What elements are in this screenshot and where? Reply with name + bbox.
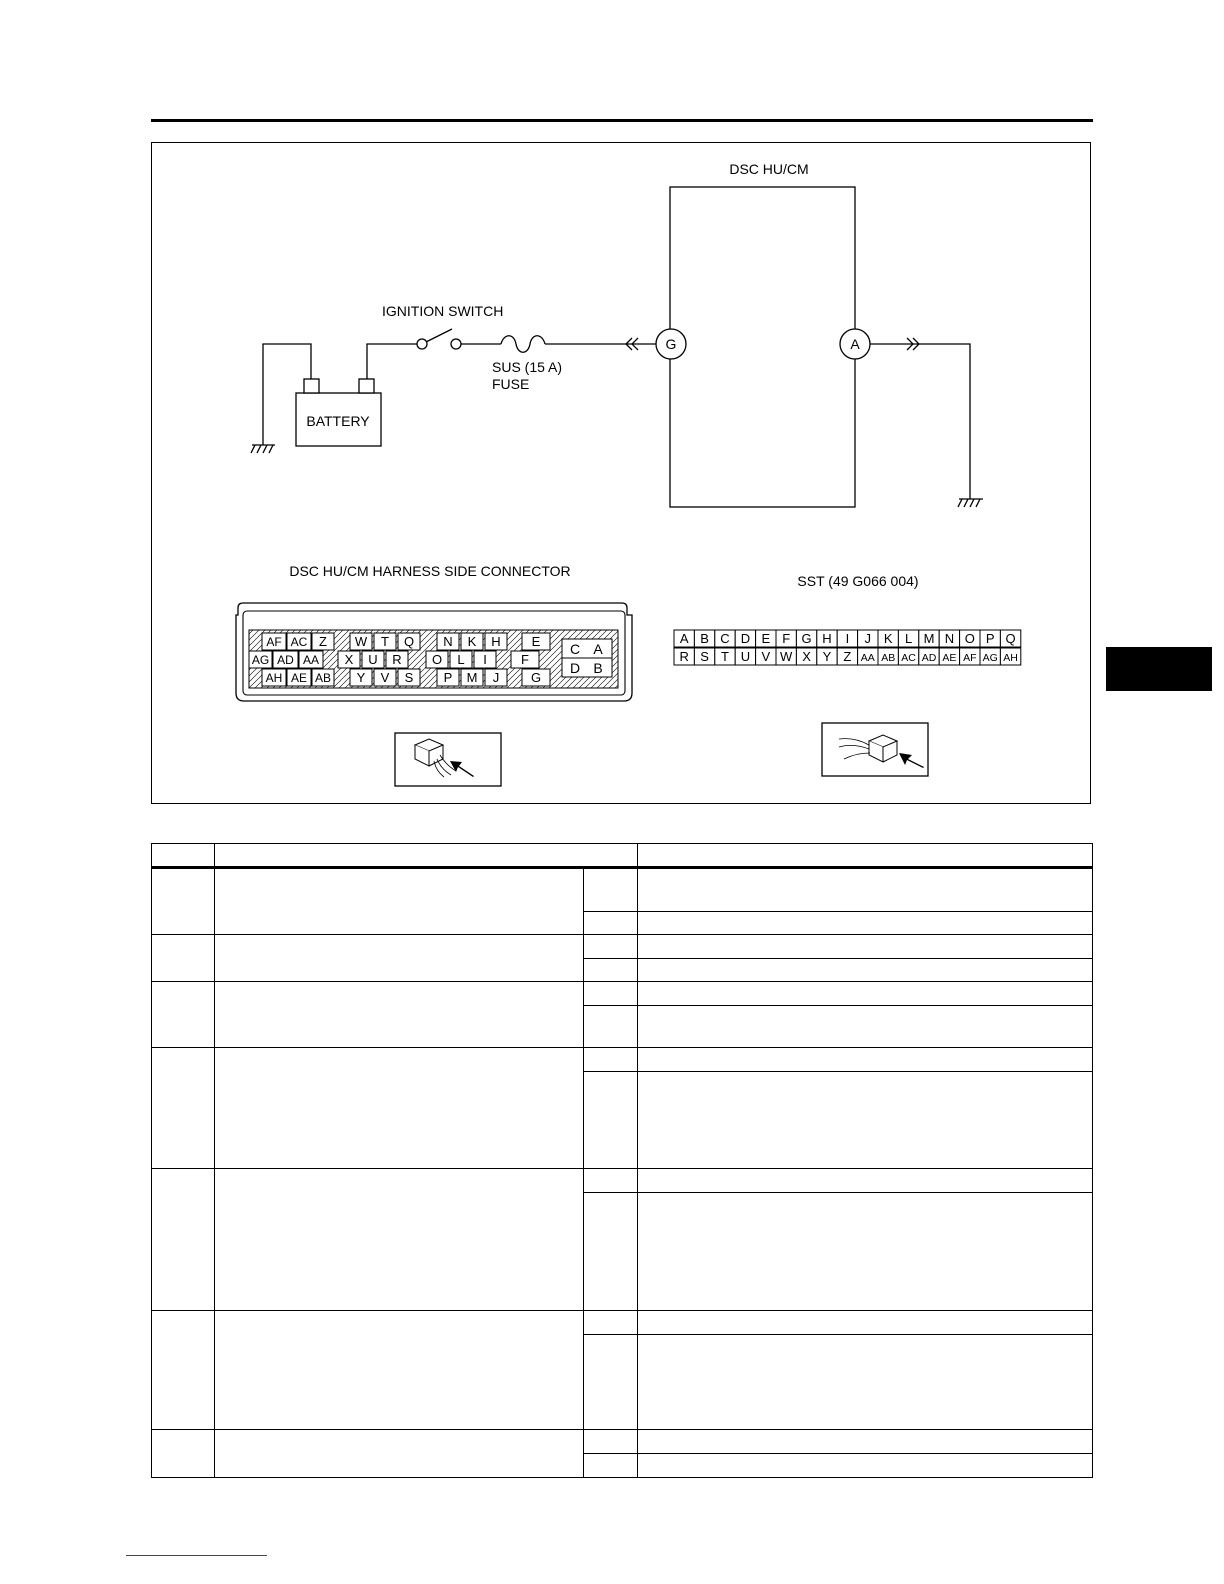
sst-pin-g	[796, 630, 816, 647]
action-cell	[638, 1335, 1093, 1430]
svg-text:Q: Q	[1005, 631, 1016, 646]
svg-text:AH: AH	[265, 671, 283, 685]
sst-pin-w	[776, 648, 796, 665]
svg-text:E: E	[761, 631, 771, 646]
action-cell	[638, 1072, 1093, 1169]
result-cell	[584, 1072, 638, 1169]
connector-pin-w	[350, 633, 372, 650]
result-cell	[584, 1193, 638, 1311]
svg-text:Q: Q	[403, 634, 415, 649]
wire-battery-to-switch	[367, 344, 417, 379]
connector-pin-y	[350, 669, 372, 686]
step-cell	[152, 1169, 215, 1311]
sst-pin-u	[735, 648, 755, 665]
svg-text:I: I	[845, 631, 850, 646]
svg-text:N: N	[944, 631, 955, 646]
svg-text:X: X	[344, 652, 354, 667]
module-title: DSC HU/CM	[729, 161, 809, 177]
connector-pin-m	[461, 669, 483, 686]
step-cell	[152, 982, 215, 1048]
battery-terminal-negative	[304, 379, 319, 393]
action-cell	[638, 912, 1093, 935]
svg-text:O: O	[431, 652, 443, 667]
svg-text:J: J	[864, 631, 872, 646]
connector-pin-af	[262, 633, 286, 650]
svg-text:D: D	[740, 631, 751, 646]
svg-text:S: S	[404, 670, 414, 685]
svg-text:P: P	[443, 670, 453, 685]
module-box	[670, 187, 855, 507]
sst-pin-z	[837, 648, 857, 665]
sst-pin-t	[715, 648, 735, 665]
sst-pin-l	[898, 630, 918, 647]
connector-pin-x	[338, 651, 360, 668]
connector-pin-aa	[299, 651, 323, 668]
sst-pin-s	[694, 648, 714, 665]
svg-text:V: V	[761, 649, 771, 664]
sst-pin-j	[858, 630, 878, 647]
battery-label: BATTERY	[306, 413, 370, 429]
connector-pin-g	[522, 669, 550, 686]
svg-text:AB: AB	[314, 671, 332, 685]
ignition-switch-blade	[426, 329, 452, 342]
connector-pin-ah	[262, 669, 286, 686]
svg-text:X: X	[802, 649, 811, 664]
sst-pin-f	[776, 630, 796, 647]
sst-pin-d	[735, 630, 755, 647]
result-cell	[584, 1006, 638, 1048]
svg-text:F: F	[782, 631, 791, 646]
svg-text:E: E	[531, 634, 541, 649]
result-cell	[584, 982, 638, 1006]
step-cell	[152, 1430, 215, 1478]
inspection-cell	[215, 982, 584, 1048]
sst-pin-ac	[898, 648, 918, 665]
step-cell	[152, 1048, 215, 1169]
result-cell	[584, 1454, 638, 1478]
svg-text:AD: AD	[921, 652, 937, 664]
action-cell	[638, 1454, 1093, 1478]
svg-text:A: A	[679, 631, 689, 646]
sst-pin-o	[960, 630, 980, 647]
inspection-cell	[215, 1311, 584, 1430]
action-cell	[638, 1169, 1093, 1193]
svg-text:AC: AC	[901, 652, 916, 664]
sst-pin-y	[817, 648, 837, 665]
action-cell	[638, 982, 1093, 1006]
result-cell	[584, 1335, 638, 1430]
sst-pin-q	[1000, 630, 1020, 647]
table-row	[152, 1169, 1093, 1193]
sst-pin-k	[878, 630, 898, 647]
terminal-a-label: A	[850, 336, 860, 352]
wiring-diagram-frame	[151, 142, 1091, 804]
wiring-diagram	[152, 143, 1092, 805]
table-row	[152, 1430, 1093, 1454]
table-row	[152, 935, 1093, 959]
svg-text:M: M	[466, 670, 478, 685]
connector-pin-e	[522, 633, 550, 650]
svg-text:Z: Z	[319, 634, 327, 649]
sst-pin-v	[756, 648, 776, 665]
connector-pin-s	[398, 669, 420, 686]
troubleshooting-table	[151, 843, 1093, 1478]
svg-text:AH: AH	[1003, 652, 1018, 664]
svg-text:T: T	[381, 634, 389, 649]
svg-text:L: L	[457, 652, 465, 667]
ground-symbol-right	[958, 499, 983, 507]
connector-pin-a: A	[593, 641, 603, 657]
result-cell	[584, 1430, 638, 1454]
table-row	[152, 1048, 1093, 1072]
svg-text:AA: AA	[302, 653, 320, 667]
action-cell	[638, 1311, 1093, 1335]
sst-pin-aa	[858, 648, 878, 665]
svg-text:G: G	[801, 631, 812, 646]
sst-pin-n	[939, 630, 959, 647]
action-cell	[638, 1006, 1093, 1048]
sst-pin-e	[756, 630, 776, 647]
result-cell	[584, 1048, 638, 1072]
sst-pin-ad	[919, 648, 939, 665]
result-cell	[584, 959, 638, 982]
action-cell	[638, 868, 1093, 912]
table-row	[152, 1311, 1093, 1335]
svg-text:L: L	[904, 631, 913, 646]
connector-pin-b: B	[593, 660, 603, 676]
svg-text:S: S	[700, 649, 709, 664]
sst-pin-m	[919, 630, 939, 647]
svg-text:AE: AE	[942, 652, 957, 664]
result-cell	[584, 1169, 638, 1193]
svg-text:G: G	[530, 670, 542, 685]
fuse-symbol	[501, 336, 545, 353]
ignition-switch-contact-left	[417, 339, 427, 349]
svg-text:AE: AE	[290, 671, 308, 685]
ignition-switch-contact-right	[451, 339, 461, 349]
action-cell	[638, 935, 1093, 959]
svg-text:AD: AD	[277, 653, 294, 667]
sst-pin-h	[817, 630, 837, 647]
svg-text:AA: AA	[860, 652, 875, 664]
action-cell	[638, 959, 1093, 982]
svg-text:U: U	[740, 649, 751, 664]
svg-text:B: B	[700, 631, 709, 646]
inspection-cell	[215, 868, 584, 935]
sst-pin-ah	[1000, 648, 1020, 665]
svg-text:K: K	[467, 634, 477, 649]
svg-text:H: H	[491, 634, 501, 649]
action-cell	[638, 1430, 1093, 1454]
inspection-cell	[215, 1430, 584, 1478]
step-cell	[152, 935, 215, 982]
svg-text:U: U	[368, 652, 378, 667]
header-rule	[151, 119, 1093, 122]
sst-pin-i	[837, 630, 857, 647]
svg-text:O: O	[964, 631, 975, 646]
svg-text:Z: Z	[843, 649, 852, 664]
result-cell	[584, 1311, 638, 1335]
svg-text:V: V	[380, 670, 390, 685]
svg-text:Y: Y	[822, 649, 832, 664]
svg-text:J: J	[492, 670, 500, 685]
sst-pin-b	[694, 630, 714, 647]
sst-pin-x	[796, 648, 816, 665]
connector-view-icon	[395, 733, 501, 786]
inspection-cell	[215, 935, 584, 982]
battery-terminal-positive	[359, 379, 374, 393]
svg-text:H: H	[822, 631, 832, 646]
connector-pin-i	[474, 651, 496, 668]
connector-pin-v	[374, 669, 396, 686]
terminal-g-label: G	[665, 336, 677, 352]
svg-text:R: R	[392, 652, 402, 667]
connector-pin-f	[511, 651, 539, 668]
ground-symbol-left	[251, 445, 275, 453]
connector-pin-c: C	[569, 641, 581, 657]
svg-text:N: N	[443, 634, 453, 649]
ignition-switch-label: IGNITION SWITCH	[382, 303, 504, 319]
connector-pin-j	[485, 669, 507, 686]
sst-pin-p	[980, 630, 1000, 647]
step-cell	[152, 1311, 215, 1430]
connector-pin-o	[426, 651, 448, 668]
connector-pin-d: D	[569, 660, 581, 676]
action-cell	[638, 1048, 1093, 1072]
header-action-cell	[638, 844, 1093, 868]
table-row	[152, 982, 1093, 1006]
sst-pin-r	[674, 648, 694, 665]
svg-text:AG: AG	[251, 653, 270, 667]
action-cell	[638, 1193, 1093, 1311]
sst-pin-ae	[939, 648, 959, 665]
connector-pin-h	[485, 633, 507, 650]
connector-pin-ae	[287, 669, 311, 686]
step-cell	[152, 868, 215, 935]
connector-pin-u	[362, 651, 384, 668]
result-cell	[584, 868, 638, 912]
wire-terminal-a-to-ground	[870, 344, 970, 499]
connector-pin-p	[437, 669, 459, 686]
svg-text:I: I	[483, 652, 487, 667]
connector-block	[562, 639, 612, 677]
svg-text:AF: AF	[963, 652, 977, 664]
svg-text:M: M	[923, 631, 935, 646]
svg-text:C: C	[720, 631, 730, 646]
sst-grid	[674, 630, 1021, 665]
svg-text:R: R	[679, 649, 689, 664]
svg-text:AG: AG	[982, 652, 998, 664]
svg-text:W: W	[354, 634, 368, 649]
svg-text:AF: AF	[266, 635, 282, 649]
result-cell	[584, 935, 638, 959]
svg-text:F: F	[521, 652, 529, 667]
svg-text:T: T	[721, 649, 729, 664]
inspection-cell	[215, 1048, 584, 1169]
svg-text:AB: AB	[881, 652, 896, 664]
connector-pin-n	[437, 633, 459, 650]
sst-view-icon	[822, 723, 928, 776]
sst-pin-c	[715, 630, 735, 647]
header-inspection-cell	[215, 844, 638, 868]
svg-text:P: P	[985, 631, 995, 646]
connector-title: DSC HU/CM HARNESS SIDE CONNECTOR	[289, 563, 571, 579]
svg-text:W: W	[780, 649, 793, 664]
table-header-row	[152, 844, 1093, 868]
connector-pin-z	[312, 633, 334, 650]
sst-pin-ab	[878, 648, 898, 665]
fuse-label-line1: SUS (15 A)	[492, 359, 563, 375]
result-cell	[584, 912, 638, 935]
connector-pin-k	[461, 633, 483, 650]
sst-pin-af	[960, 648, 980, 665]
connector-pin-r	[386, 651, 408, 668]
svg-text:Y: Y	[356, 670, 366, 685]
table-row	[152, 868, 1093, 912]
section-tab	[1106, 647, 1212, 691]
sst-pin-ag	[980, 648, 1000, 665]
svg-text:AC: AC	[290, 635, 308, 649]
footer-link-underline[interactable]	[126, 1555, 267, 1556]
connector-pin-ag	[249, 651, 272, 668]
connector-pin-ab	[312, 669, 334, 686]
sst-pin-a	[674, 630, 694, 647]
connector-pin-q	[398, 633, 420, 650]
fuse-label-line2: FUSE	[492, 376, 530, 392]
connector-pin-ad	[273, 651, 298, 668]
header-step-cell	[152, 844, 215, 868]
connector-pin-ac	[287, 633, 311, 650]
inspection-cell	[215, 1169, 584, 1311]
connector-pin-t	[374, 633, 396, 650]
connector-pin-l	[450, 651, 472, 668]
sst-title: SST (49 G066 004)	[797, 573, 919, 589]
svg-text:K: K	[883, 631, 893, 646]
